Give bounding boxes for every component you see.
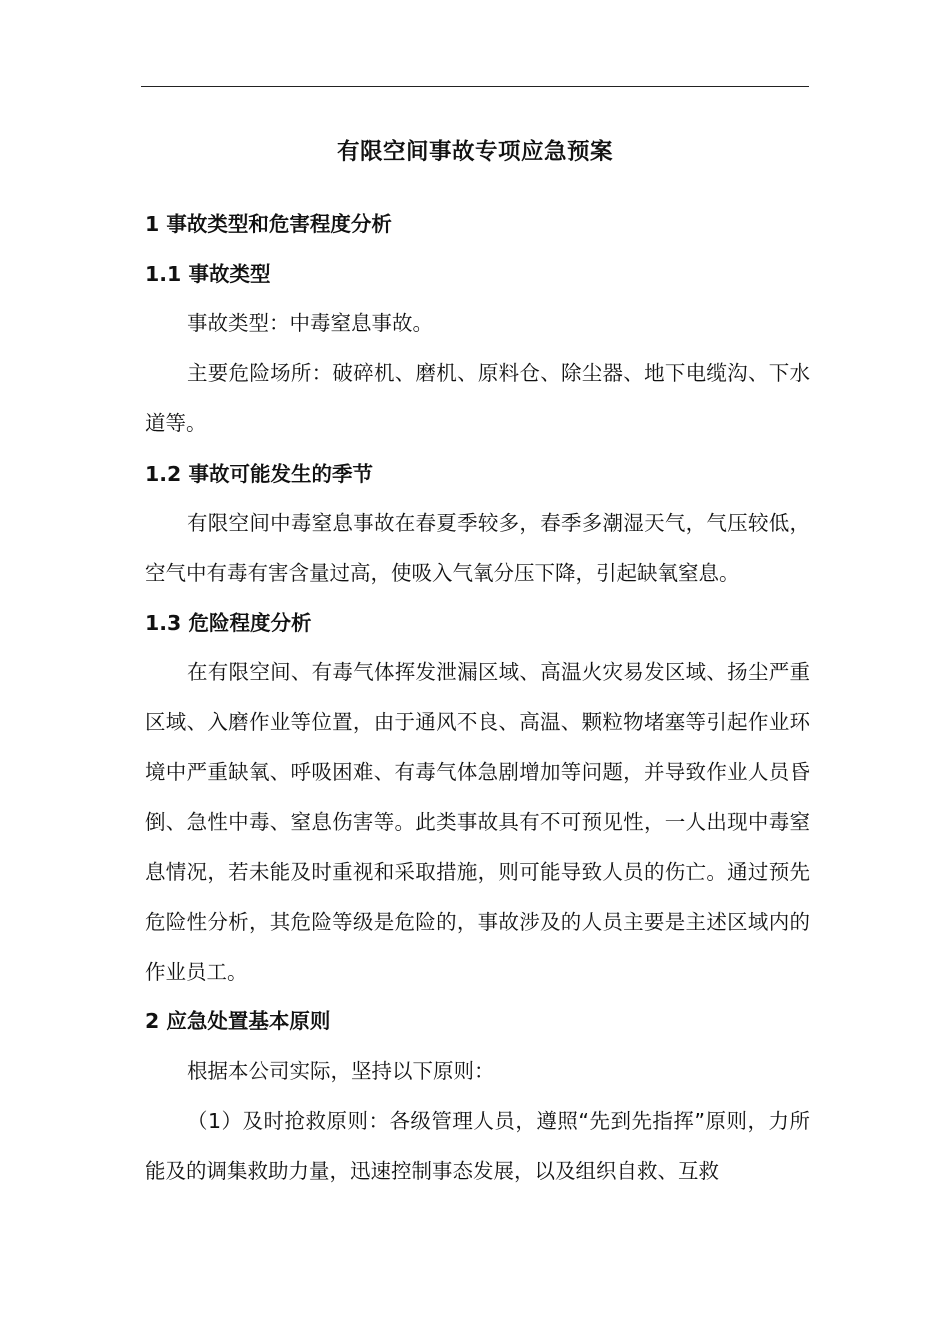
section-1-2-heading: 1.2 事故可能发生的季节	[145, 462, 373, 486]
section-1-heading: 1 事故类型和危害程度分析	[145, 212, 392, 236]
section-1-3-paragraph-1: 在有限空间、有毒气体挥发泄漏区域、高温火灾易发区域、扬尘严重区域、入磨作业等位置，由于通风不良、高温、颗粒物堵塞等引起作业环境中严重缺氧、呼吸困难、有毒气体急剧增加等问题，并导致作业人员昏倒、急性中毒、窒息伤害等。此类事故具有不可预见性，一人出现中毒窒息情况，若未能及时重视和采取措施，则可能导致人员的伤亡。通过预先危险性分析，其危险等级是危险的，事故涉及的人员主要是主述区域内的作业员工。	[145, 660, 810, 984]
section-2-heading: 2 应急处置基本原则	[145, 1009, 331, 1033]
section-1-1-heading: 1.1 事故类型	[145, 262, 271, 286]
document-title: 有限空间事故专项应急预案	[336, 139, 613, 165]
section-2-paragraph-2: （1）及时抢救原则：各级管理人员，遵照“先到先指挥”原则，力所能及的调集救助力量，迅速控制事态发展，以及组织自救、互救	[145, 1109, 810, 1183]
section-1-1-paragraph-1: 事故类型：中毒窒息事故。	[187, 311, 433, 335]
section-1-1-paragraph-2: 主要危险场所：破碎机、磨机、原料仓、除尘器、地下电缆沟、下水道等。	[145, 361, 810, 435]
section-2-paragraph-1: 根据本公司实际，坚持以下原则：	[187, 1059, 495, 1083]
section-1-3-heading: 1.3 危险程度分析	[145, 611, 312, 635]
header-rule	[141, 86, 809, 87]
section-1-2-paragraph-1: 有限空间中毒窒息事故在春夏季较多，春季多潮湿天气，气压较低，空气中有毒有害含量过高，使吸入气氧分压下降，引起缺氧窒息。	[145, 511, 810, 585]
